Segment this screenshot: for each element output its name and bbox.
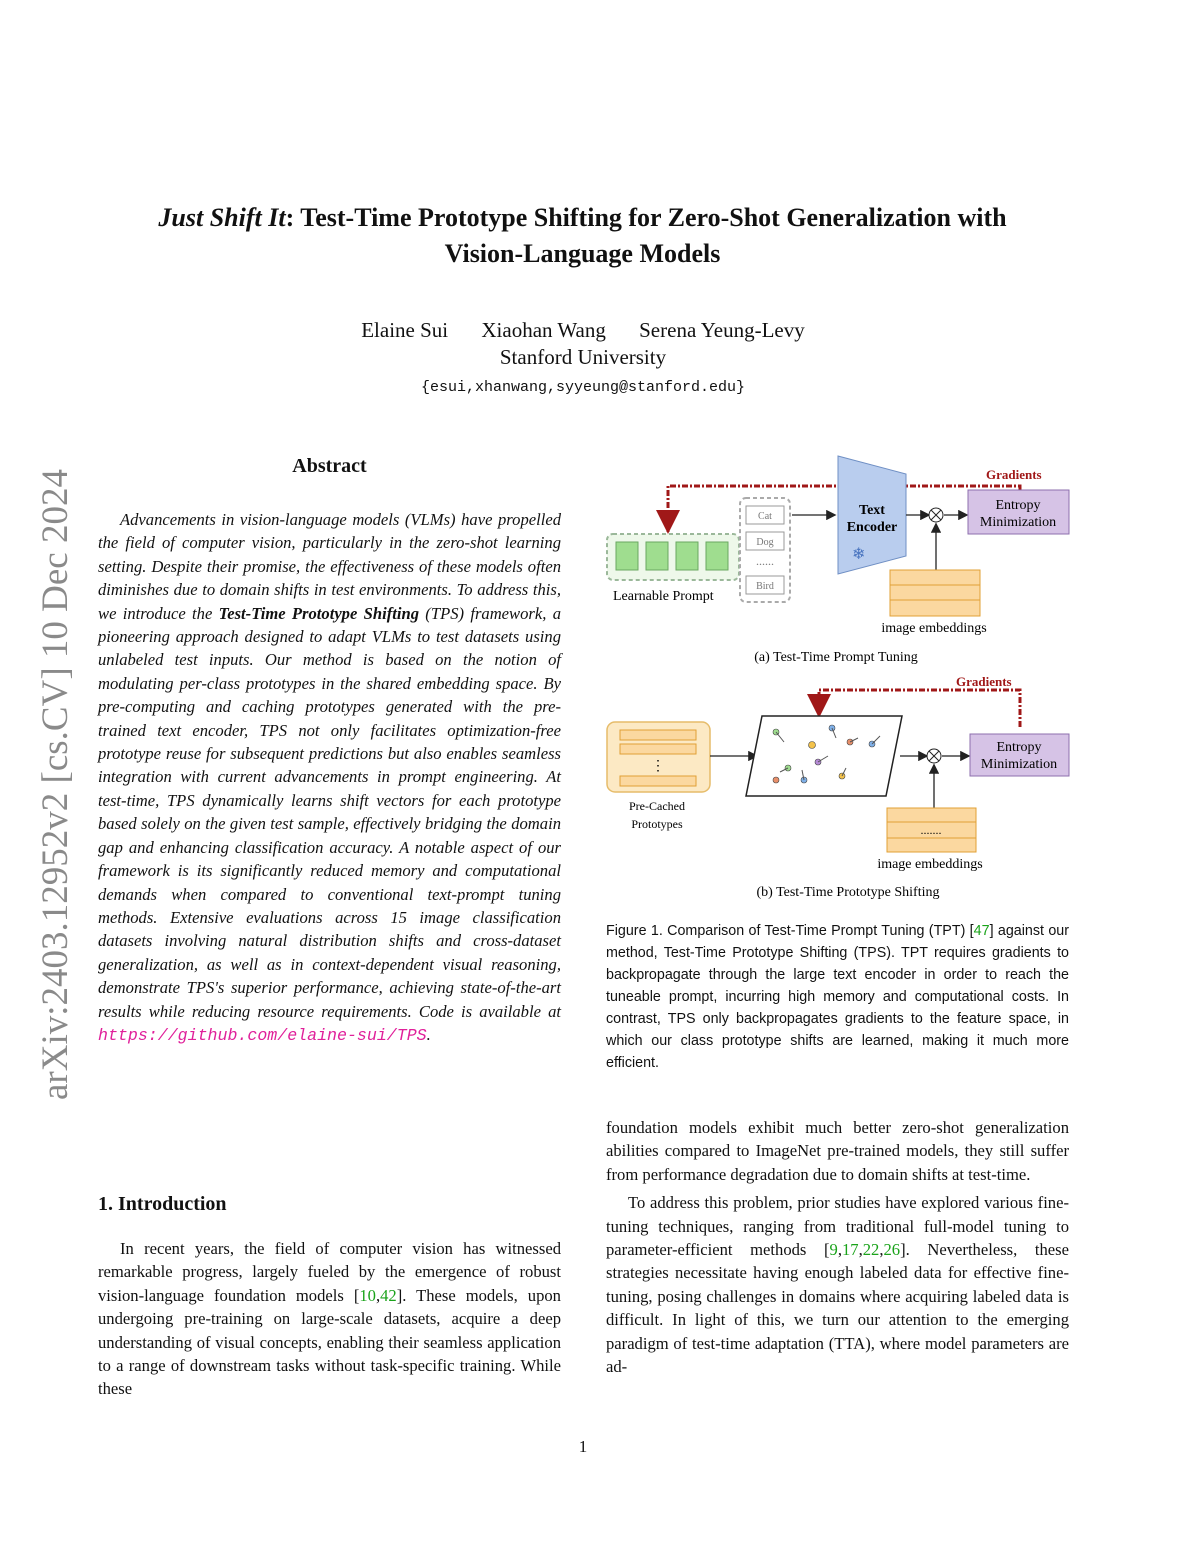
abstract-bold: Test-Time Prototype Shifting (218, 603, 419, 623)
image-embeddings-label: image embeddings (877, 857, 983, 872)
citation-link[interactable]: 26 (883, 1240, 901, 1260)
caption-text-2: ] against our method, Test-Time Prototype Shifting (TPS). TPT requires gradients to backpropagate through the large text encoder in order to reach the tuneable prompt, incurring high memory and computational costs. In contrast, TPS only backpropagates gradients to the feature space, in which our class prototype shifts are learned, making it much more efficient. (606, 923, 1069, 1071)
prompt-token (646, 542, 668, 570)
gradients-label: Gradients (956, 674, 1012, 689)
caption-text: Figure 1. Comparison of Test-Time Prompt Tuning (TPT) [ (606, 923, 974, 939)
abstract-text: Advancements in vision-language models (VLMs) have propelled the field of computer vision, particularly in the zero-shot learning setting. Despite their promise, the effectiveness of these models often diminishes due to domain shifts in test environments. To address this, we introduce the (98, 510, 561, 623)
citation-link[interactable]: 17 (842, 1240, 859, 1260)
abstract-body (98, 508, 561, 1047)
image-embeddings-label: image embeddings (881, 621, 987, 636)
author: Elaine Sui (361, 318, 449, 342)
precached-label-2: Prototypes (631, 817, 683, 831)
citation-separator: , (858, 1240, 863, 1260)
class-ellipsis: ...... (756, 554, 774, 568)
figure-panel-b (607, 674, 1069, 900)
entropy-label: Entropy (995, 498, 1041, 513)
paragraph-text: To address this problem, prior studies have explored various fine-tuning techniques, ranging from traditional full-model tuning to parameter-efficient methods [ (606, 1193, 1069, 1260)
intro-text-2: ]. These models, upon undergoing pre-training on large-scale datasets, acquire a deep understanding of visual concepts, enabling their seamless application to a range of downstream tasks without task-specific training. While these (98, 1285, 561, 1399)
paragraph: foundation models exhibit much better zero-shot generalization abilities compared to ImageNet pre-trained models, they still suffer from performance degradation due to domain shifts at test-time. (606, 1118, 1069, 1184)
entropy-label: Entropy (996, 740, 1042, 755)
citation-link[interactable]: 22 (862, 1240, 880, 1260)
prototype-row (620, 744, 696, 754)
citation-separator: , (837, 1240, 842, 1260)
subfigure-caption-a: (a) Test-Time Prompt Tuning (754, 650, 918, 665)
title-italic: Just Shift It (158, 203, 286, 232)
text-encoder-label-2: Encoder (846, 520, 898, 535)
prototype-row (620, 776, 696, 786)
title-line1-rest: : Test-Time Prototype Shifting for Zero-Shot Generalization with (285, 203, 1007, 232)
paragraph-text-2: ]. Nevertheless, these strategies necessitate having enough labeled data for effective fine-tuning, posing challenges in domains where acquiring labeled data is difficult. In light of this, we turn our attention to the emerging paradigm of test-time adaptation (TTA), where model parameters are ad- (606, 1240, 1069, 1377)
intro-text: In recent years, the field of computer vision has witnessed remarkable progress, largely fueled by the emergence of robust vision-language foundation models [ (98, 1239, 561, 1305)
figure-panel-a (607, 456, 1069, 665)
figure-caption (606, 920, 1069, 1074)
citation-separator: , (879, 1240, 884, 1260)
citation-link[interactable]: 47 (973, 923, 990, 939)
right-column-body (606, 1116, 1069, 1383)
citation-link[interactable]: 10 (359, 1285, 376, 1305)
precached-label: Pre-Cached (629, 799, 685, 813)
page-number: 1 (578, 1437, 588, 1456)
entropy-label-2: Minimization (979, 515, 1057, 530)
embed-ellipsis: ....... (920, 823, 942, 837)
class-dog-label: Dog (756, 537, 774, 548)
citation-separator: , (375, 1285, 381, 1305)
intro-body (98, 1237, 561, 1401)
intro-heading: 1. Introduction (98, 1193, 227, 1215)
paper-title (90, 200, 1075, 272)
snowflake-icon: ❄ (852, 546, 866, 563)
image-embeddings-box (890, 570, 980, 616)
author: Serena Yeung-Levy (639, 318, 805, 342)
title-line2: Vision-Language Models (444, 239, 721, 268)
paragraph (606, 1191, 1069, 1378)
class-bird-label: Bird (756, 581, 774, 592)
author-email: {esui,xhanwang,syyeung@stanford.edu} (420, 379, 746, 396)
author: Xiaohan Wang (481, 318, 606, 342)
class-cat-label: Cat (758, 511, 772, 522)
prompt-token (676, 542, 698, 570)
abstract-heading: Abstract (292, 455, 367, 477)
entropy-label-2: Minimization (980, 757, 1058, 772)
citation-link[interactable]: 9 (829, 1240, 838, 1260)
gradients-label: Gradients (986, 467, 1042, 482)
citation-link[interactable]: 42 (380, 1285, 397, 1305)
prompt-token (616, 542, 638, 570)
abstract-end: . (426, 1024, 431, 1044)
subfigure-caption-b: (b) Test-Time Prototype Shifting (756, 885, 940, 900)
prototype-row (620, 730, 696, 740)
text-encoder-label: Text (859, 503, 885, 518)
affiliation: Stanford University (499, 345, 667, 369)
code-link[interactable]: https://github.com/elaine-sui/TPS (98, 1025, 427, 1045)
learnable-prompt-label: Learnable Prompt (613, 589, 714, 604)
arxiv-identifier: arXiv:2403.12952v2 [cs.CV] 10 Dec 2024 (35, 469, 76, 1100)
vertical-ellipsis: ⋮ (651, 759, 665, 774)
author-list (0, 318, 1166, 343)
embedding-space (746, 716, 902, 796)
prompt-token (706, 542, 728, 570)
figure-1 (600, 450, 1080, 910)
abstract-text-2: (TPS) framework, a pioneering approach designed to adapt VLMs to test datasets using unlabeled test inputs. Our method is based on the notion of modulating per-class prototypes in the shared embedding space. By pre-computing and caching prototypes generated with the pre-trained text encoder, TPS not only facilitates optimization-free prototype reuse for subsequent predictions but also enables seamless integration with current advancements in prompt engineering. At test-time, TPS dynamically learns shift vectors for each prototype based solely on the given test sample, effectively bridging the domain gap and enhancing classification accuracy. A notable aspect of our framework is its significantly reduced memory and computational demands when compared to conventional text-prompt tuning methods. Extensive evaluations across 15 image classification datasets involving natural distribution shifts and cross-dataset generalization, as well as in context-dependent visual reasoning, demonstrate TPS's superior performance, achieving state-of-the-art results while reducing resource requirements. Code is available at (98, 603, 561, 1021)
